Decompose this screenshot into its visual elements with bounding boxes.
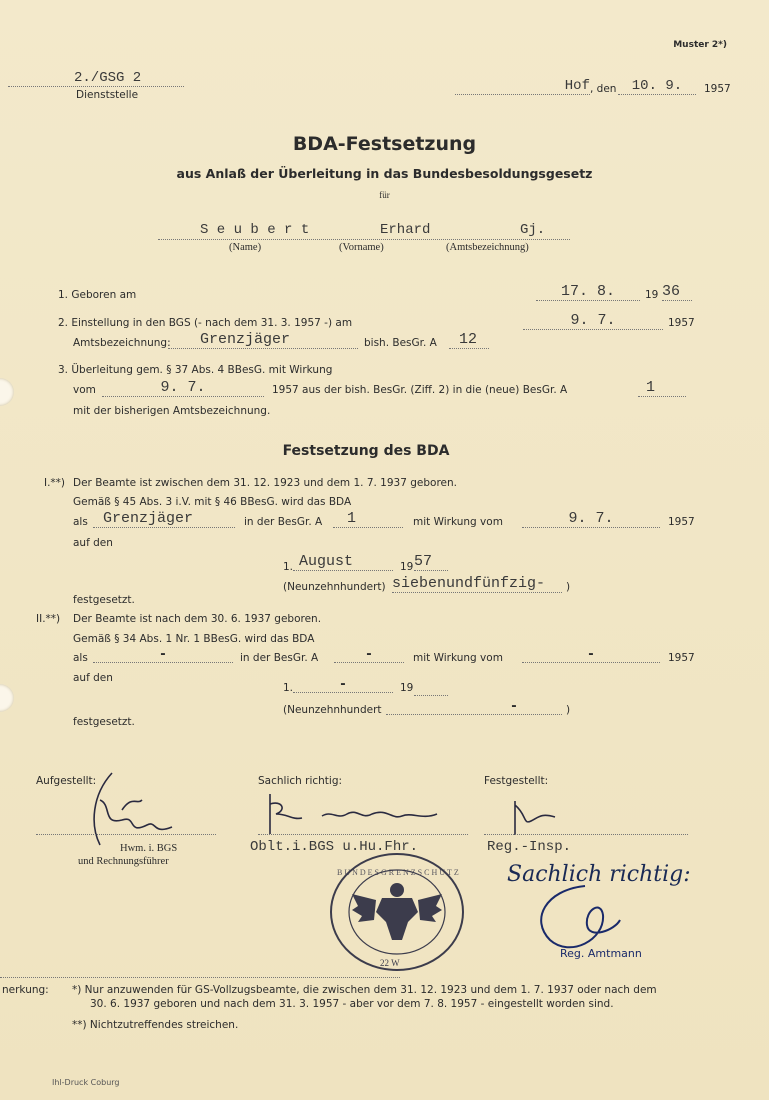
muster-label: Muster 2*) bbox=[673, 40, 727, 50]
anmerkung-label: nerkung: bbox=[2, 984, 49, 996]
rechnung-label: und Rechnungsführer bbox=[78, 856, 169, 867]
item2-besgr-label: bish. BesGr. A bbox=[364, 337, 437, 349]
section-II-text1: Der Beamte ist nach dem 30. 6. 1937 geboren. bbox=[73, 613, 322, 625]
section-I-number: I.**) bbox=[44, 477, 66, 489]
section-I-text2: Gemäß § 45 Abs. 3 i.V. mit § 46 BBesG. wird das BDA bbox=[73, 496, 352, 508]
item1-label: 1. Geboren am bbox=[58, 289, 137, 301]
festgestellt-label: Festgestellt: bbox=[484, 775, 549, 787]
reg-label: Reg.-Insp. bbox=[487, 839, 572, 855]
section-II-date-month: - bbox=[293, 677, 393, 693]
punch-hole-top bbox=[0, 378, 14, 406]
label-amt: (Amtsbezeichnung) bbox=[446, 242, 529, 253]
document-title: BDA-Festsetzung bbox=[292, 133, 477, 155]
section-II-in-besgr: in der BesGr. A bbox=[240, 652, 319, 664]
section-II-auf-den: auf den bbox=[73, 672, 113, 684]
section-II-mit-wirkung: mit Wirkung vom bbox=[413, 652, 503, 664]
year-label: 1957 bbox=[704, 83, 731, 95]
footer-note1: *) Nur anzuwenden für GS-Vollzugsbeamte, die zwischen dem 31. 12. 1923 und dem 1. 7. 1937 oder nach dem bbox=[72, 984, 657, 996]
dienststelle-value: 2./GSG 2 bbox=[8, 70, 184, 87]
item3-label: 3. Überleitung gem. § 37 Abs. 4 BBesG. mit Wirkung bbox=[58, 364, 333, 376]
document-subtitle: aus Anlaß der Überleitung in das Bundesbesoldungsgesetz bbox=[176, 166, 593, 181]
item2-amt-label: Amtsbezeichnung: bbox=[73, 337, 171, 349]
section-II-als-value: - bbox=[93, 647, 233, 663]
section-II-19: 19 bbox=[400, 682, 414, 694]
item2-amt-value: Grenzjäger bbox=[168, 331, 358, 349]
dienststelle-label: Dienststelle bbox=[76, 89, 139, 101]
item2-year: 1957 bbox=[668, 317, 695, 329]
section-I-19: 19 bbox=[400, 561, 414, 573]
footer-note1b: 30. 6. 1937 geboren und nach dem 31. 3. 1957 - aber vor dem 7. 8. 1957 - eingestellt worden sind. bbox=[90, 998, 614, 1010]
festsetzung-heading: Festsetzung des BDA bbox=[282, 443, 450, 459]
item3-end: mit der bisherigen Amtsbezeichnung. bbox=[73, 405, 271, 417]
section-II-besgr-value: - bbox=[334, 647, 404, 663]
item2-value: 9. 7. bbox=[523, 312, 663, 330]
label-vorname: (Vorname) bbox=[339, 242, 384, 253]
stamp-text: BUNDESGRENZSCHUTZ bbox=[337, 868, 461, 877]
section-I-als-value: Grenzjäger bbox=[93, 510, 235, 528]
section-I-auf-den: auf den bbox=[73, 537, 113, 549]
section-II-close: ) bbox=[566, 704, 571, 716]
section-I-close: ) bbox=[566, 581, 571, 593]
punch-hole-bottom bbox=[0, 684, 14, 712]
ort-value: Hof bbox=[455, 78, 590, 95]
section-I-text1: Der Beamte ist zwischen dem 31. 12. 1923 und dem 1. 7. 1937 geboren. bbox=[73, 477, 457, 489]
item2-besgr-value: 12 bbox=[449, 331, 489, 349]
aufgestellt-label: Aufgestellt: bbox=[36, 775, 97, 787]
sachlich-richtig-handwritten: Sachlich richtig: bbox=[507, 862, 691, 887]
person-vorname: Erhard bbox=[380, 222, 431, 238]
item3-mid: 1957 aus der bish. BesGr. (Ziff. 2) in die (neue) BesGr. A bbox=[272, 384, 568, 396]
item1-19: 19 bbox=[645, 289, 659, 301]
section-I-year-value: 57 bbox=[414, 553, 448, 571]
section-I-wirkung-value: 9. 7. bbox=[522, 510, 660, 528]
section-II-year: 1957 bbox=[668, 652, 695, 664]
section-I-date-prefix: 1. bbox=[283, 561, 294, 573]
oblt-label: Oblt.i.BGS u.Hu.Fhr. bbox=[250, 839, 419, 855]
signature-aufgestellt bbox=[82, 765, 192, 855]
section-II-number: II.**) bbox=[36, 613, 61, 625]
section-I-words: siebenundfünfzig- bbox=[392, 575, 562, 593]
druck-label: Ihl-Druck Coburg bbox=[52, 1078, 120, 1087]
section-II-date-prefix: 1. bbox=[283, 682, 294, 694]
footer-line bbox=[0, 976, 400, 978]
person-amt: Gj. bbox=[520, 222, 546, 238]
section-II-festgesetzt: festgesetzt. bbox=[73, 716, 135, 728]
section-I-neun: (Neunzehnhundert) bbox=[283, 581, 386, 593]
den-label: , den bbox=[590, 83, 617, 95]
person-line bbox=[158, 238, 570, 240]
sig-line-3 bbox=[484, 833, 688, 835]
sig-line-2 bbox=[258, 833, 468, 835]
fuer-label: für bbox=[379, 190, 390, 200]
section-II-text2: Gemäß § 34 Abs. 1 Nr. 1 BBesG. wird das BDA bbox=[73, 633, 315, 645]
section-II-words: - bbox=[386, 699, 562, 715]
date-value: 10. 9. bbox=[618, 78, 696, 95]
item3-besgr-value: 1 bbox=[638, 379, 686, 397]
label-name: (Name) bbox=[229, 242, 262, 253]
section-I-date-month: August bbox=[293, 553, 393, 571]
item1-year: 36 bbox=[662, 283, 692, 301]
item3-vom: vom bbox=[73, 384, 96, 396]
item2-label: 2. Einstellung in den BGS (- nach dem 31. 3. 1957 -) am bbox=[58, 317, 353, 329]
hwm-label: Hwm. i. BGS bbox=[120, 843, 178, 854]
sachlich-label: Sachlich richtig: bbox=[258, 775, 343, 787]
person-name: S e u b e r t bbox=[200, 222, 310, 238]
section-II-year-value bbox=[414, 694, 448, 696]
section-I-festgesetzt: festgesetzt. bbox=[73, 594, 135, 606]
stamp-code: 22 W bbox=[380, 958, 400, 968]
section-I-year: 1957 bbox=[668, 516, 695, 528]
section-II-wirkung-value: - bbox=[522, 647, 660, 663]
sig-line-1 bbox=[36, 833, 216, 835]
item1-value: 17. 8. bbox=[536, 283, 640, 301]
section-I-mit-wirkung: mit Wirkung vom bbox=[413, 516, 503, 528]
section-I-als: als bbox=[73, 516, 88, 528]
section-II-neun: (Neunzehnhundert bbox=[283, 704, 382, 716]
section-II-als: als bbox=[73, 652, 88, 664]
item3-vom-value: 9. 7. bbox=[102, 379, 264, 397]
footer-note2: **) Nichtzutreffendes streichen. bbox=[72, 1019, 239, 1031]
section-I-besgr-value: 1 bbox=[333, 510, 403, 528]
reg-amtmann-label: Reg. Amtmann bbox=[560, 947, 642, 960]
section-I-in-besgr: in der BesGr. A bbox=[244, 516, 323, 528]
